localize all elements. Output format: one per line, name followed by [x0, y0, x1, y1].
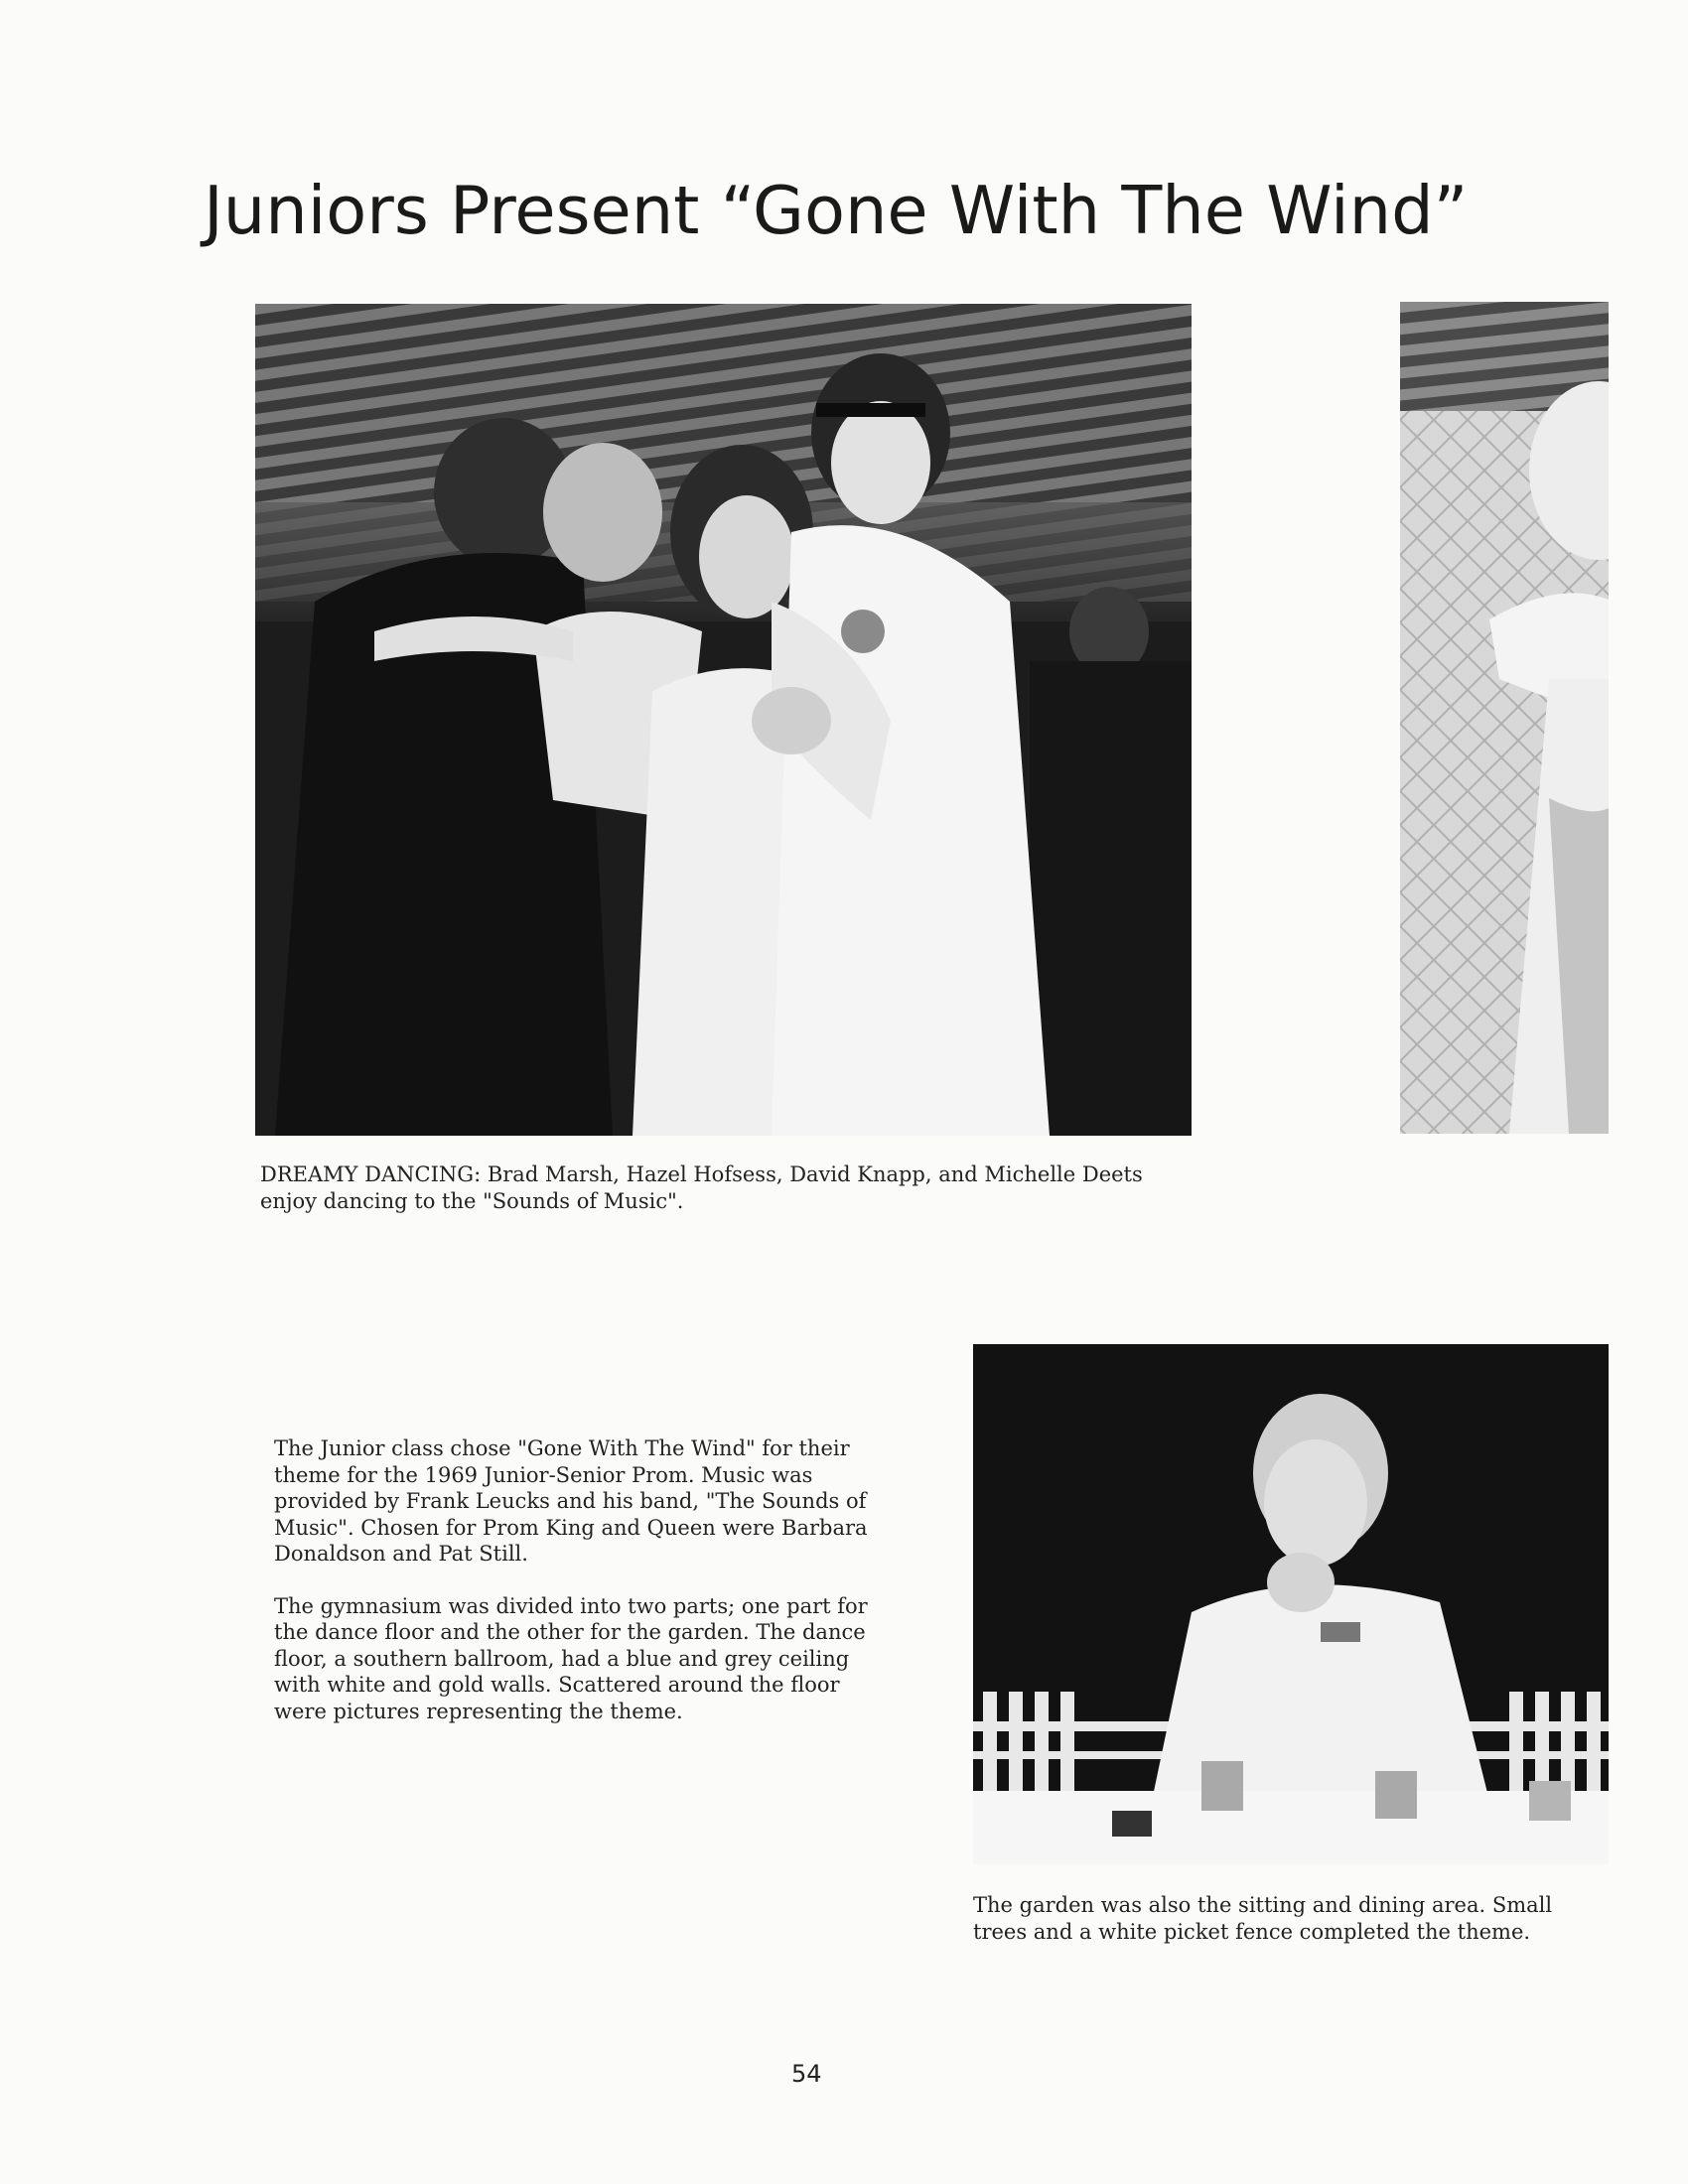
garden-photo-caption: The garden was also the sitting and dining area. Small trees and a white picket fence completed the theme. — [973, 1893, 1553, 1944]
page-title: Juniors Present “Gone With The Wind” — [204, 171, 1469, 249]
garden-photo — [973, 1344, 1609, 1864]
dance-photo — [255, 304, 1192, 1136]
article-paragraph: The Junior class chose "Gone With The Wind" for their theme for the 1969 Junior-Senior Prom. Music was provided by Frank Leucks and his band, "The Sounds of Music". Chosen for Prom King and Queen were Barbara Donaldson and Pat Still. — [274, 1436, 868, 1566]
article-paragraph: The gymnasium was divided into two parts; one part for the dance floor and the other for the garden. The dance floor, a southern ballroom, had a blue and grey ceiling with white and gold walls. Scattered around the floor were pictures representing the theme. — [274, 1593, 868, 1723]
side-photo — [1400, 302, 1609, 1134]
page-number: 54 — [791, 2060, 822, 2088]
dance-photo-caption: DREAMY DANCING: Brad Marsh, Hazel Hofsess, David Knapp, and Michelle Deets enjoy dancing to the "Sounds of Music". — [260, 1162, 1143, 1213]
article-body — [274, 1435, 880, 1750]
